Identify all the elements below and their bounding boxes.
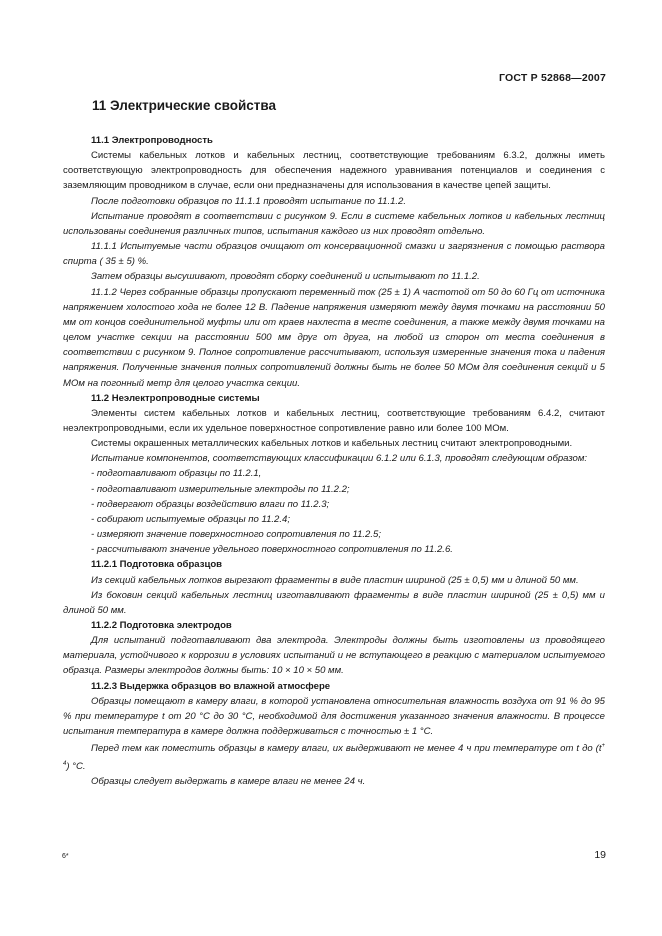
paragraph: Элементы систем кабельных лотков и кабельных лестниц, соответствующие требованиям 6.4.2, считают неэлектропроводными, если их удельное поверхностное сопротивление равно или более 100 МОм. — [63, 407, 605, 434]
list-item: - собирают испытуемые образцы по 11.2.4; — [91, 513, 290, 525]
paragraph — [63, 739, 605, 774]
paragraph: 11.1.2 Через собранные образцы пропускают переменный ток (25 ± 1) А частотой от 50 до 60 Гц от источника напряжением холостого хода не более 12 В. Падение напряжения измеряют между двумя точками на расстоянии 50 мм от концов соединительной муфты или от краев нахлеста в месте соединения, а также между двумя точками на целом участке секции на расстоянии 500 мм друг от друга, на любой из сторон от места соединения в соответствии с рисунком 9. Полное сопротивление рассчитывают, используя измеренные значения тока и падения напряжения. Полученные значения полных сопротивлений должны быть не более 50 МОм для соединения секций и 5 МОм на погонный метр для целого участка секции. — [63, 286, 605, 389]
paragraph: Из секций кабельных лотков вырезают фрагменты в виде пластин шириной (25 ± 0,5) мм и длиной 50 мм. — [91, 574, 579, 586]
subsection-title-11-2-3: 11.2.3 Выдержка образцов во влажной атмосфере — [91, 680, 331, 692]
list-item: - подвергают образцы воздействию влаги по 11.2.3; — [91, 498, 330, 510]
text-run: ) °С. — [66, 760, 86, 772]
subsection-title-11-1: 11.1 Электропроводность — [91, 135, 213, 146]
signature-mark: 6* — [62, 853, 69, 860]
paragraph: Системы кабельных лотков и кабельных лестниц, соответствующие требованиям 6.3.2, должны иметь соответствующую электропроводность для обеспечения надежного уравнивания потенциалов и соединения с заземляющим проводником в случае, если они предназначены для использования в качестве цепей защиты. — [63, 150, 605, 192]
standard-designation: ГОСТ Р 52868—2007 — [498, 72, 606, 84]
text-run: Перед тем как поместить образцы в камеру влаги, их выдерживают не менее 4 ч при температуре от t до (t — [91, 743, 602, 755]
subsection-title-11-2-1: 11.2.1 Подготовка образцов — [91, 559, 223, 571]
paragraph: Для испытаний подготавливают два электрода. Электроды должны быть изготовлены из проводящего материала, устойчивого к коррозии в условиях испытаний и не вступающего в реакцию с материалом испытуемого образца. Размеры электродов должны быть: 10 × 10 × 50 мм. — [63, 635, 605, 677]
list-item: - измеряют значение поверхностного сопротивления по 11.2.5; — [91, 529, 381, 541]
list-item: - рассчитывают значение удельного поверхностного сопротивления по 11.2.6. — [91, 544, 453, 556]
paragraph: Испытание проводят в соответствии с рисунком 9. Если в системе кабельных лотков и кабельных лестниц использованы соединения различных типов, испытания каждого из них проводят отдельно. — [63, 210, 605, 237]
subsection-title-11-2-2: 11.2.2 Подготовка электродов — [91, 620, 232, 631]
superscript: + 4 — [63, 743, 605, 767]
page-number: 19 — [594, 849, 606, 861]
paragraph: После подготовки образцов по 11.1.1 проводят испытание по 11.1.2. — [91, 195, 407, 207]
paragraph: Образцы следует выдержать в камере влаги не менее 24 ч. — [91, 775, 366, 787]
paragraph: Затем образцы высушивают, проводят сборку соединений и испытывают по 11.1.2. — [91, 271, 480, 283]
paragraph: Испытание компонентов, соответствующих классификации 6.1.2 или 6.1.3, проводят следующим образом: — [91, 453, 588, 465]
list-item: - подготавливают образцы по 11.2.1, — [91, 468, 262, 480]
paragraph: Образцы помещают в камеру влаги, в которой установлена относительная влажность воздуха от 91 % до 95 % при температуре t от 20 °С до 30 °С, необходимой для достижения указанного значения влажности. В процессе испытания температура в камере должна поддерживаться с точностью ± 1 °С. — [63, 695, 605, 738]
paragraph: Из боковин секций кабельных лестниц изготавливают фрагменты в виде пластин шириной (25 ± 0,5) мм и длиной 50 мм. — [63, 589, 605, 616]
section-title: 11 Электрические свойства — [92, 98, 277, 113]
page-content — [63, 97, 605, 789]
paragraph: 11.1.1 Испытуемые части образцов очищают от консервационной смазки и загрязнения с помощью раствора спирта ( 35 ± 5) %. — [63, 241, 605, 268]
subsection-title-11-2: 11.2 Неэлектропроводные системы — [91, 392, 260, 404]
paragraph: Системы окрашенных металлических кабельных лотков и кабельных лестниц считают электропроводными. — [91, 438, 573, 450]
list-item: - подготавливают измерительные электроды по 11.2.2; — [91, 483, 350, 495]
